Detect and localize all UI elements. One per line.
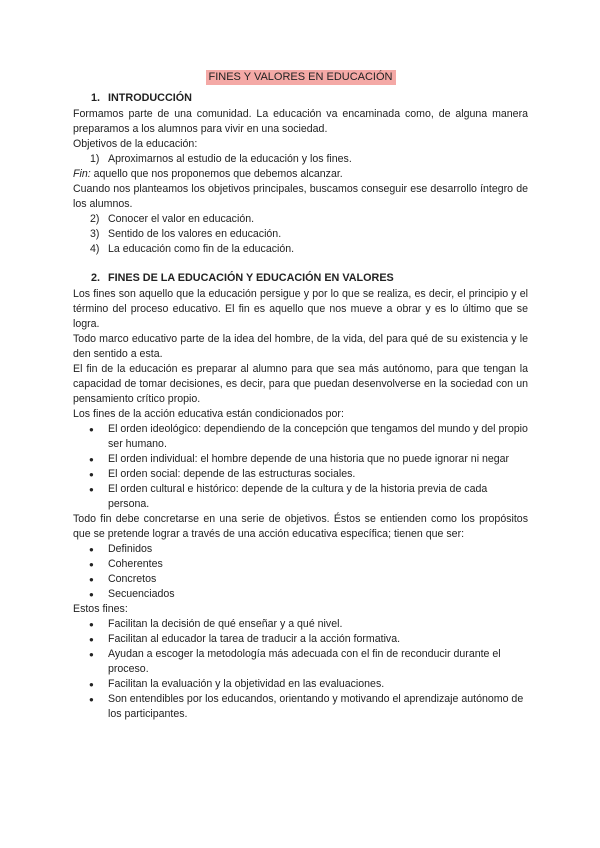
section1-heading [91, 91, 528, 106]
list-item-text: Aproximarnos al estudio de la educación y los fines. [108, 153, 352, 165]
objectives-list-rest [73, 212, 528, 257]
section2-number: 2. [91, 272, 101, 284]
section2-paragraph-3: El fin de la educación es preparar al alumno para que sea más autónomo, para que tengan la capacidad de tomar decisiones, es decir, para que puedan desenvolverse en la sociedad con un pensamiento crítico propio. [73, 363, 528, 405]
section2-heading [91, 271, 528, 286]
list-item: ● Coherentes [73, 557, 528, 572]
fin-text: aquello que nos proponemos que debemos alcanzar. [93, 168, 343, 180]
list-item: ● El orden social: depende de las estructuras sociales. [73, 467, 528, 482]
list-item: ● El orden ideológico: dependiendo de la concepción que tengamos del mundo y del propio ser humano. [73, 422, 528, 452]
section2-paragraph-4: Los fines de la acción educativa están condicionados por: [73, 408, 344, 420]
list-item: ● Secuenciados [73, 587, 528, 602]
section2-heading-text: FINES DE LA EDUCACIÓN Y EDUCACIÓN EN VALORES [108, 272, 394, 284]
objectives-label: Objetivos de la educación: [73, 138, 198, 150]
list-item: ● Definidos [73, 542, 528, 557]
list-item-text: Conocer el valor en educación. [108, 213, 255, 225]
section1-heading-text: INTRODUCCIÓN [108, 92, 192, 104]
document-title: FINES Y VALORES EN EDUCACIÓN [206, 70, 396, 85]
list-item [73, 152, 528, 167]
list-item [73, 212, 528, 227]
list-item: ● Ayudan a escoger la metodología más adecuada con el fin de reconducir durante el proceso. [73, 647, 528, 677]
section2-paragraph-1: Los fines son aquello que la educación persigue y por lo que se realiza, es decir, el principio y el término del proceso educativo. El fin es aquello que nos mueve a obrar y es lo último que se logra. [73, 288, 528, 330]
purposes-list [73, 617, 528, 722]
list-item: ● El orden individual: el hombre depende de una historia que no puede ignorar ni negar [73, 452, 528, 467]
list-item: ● Facilitan la decisión de qué enseñar y a qué nivel. [73, 617, 528, 632]
list-item-text: La educación como fin de la educación. [108, 243, 295, 255]
list-item [73, 242, 528, 257]
list-item [73, 227, 528, 242]
title-wrap [73, 70, 528, 85]
objectives-list-first [73, 152, 528, 167]
document-content [73, 70, 528, 722]
list-item: ● Concretos [73, 572, 528, 587]
section-gap [73, 257, 528, 265]
list-item: ● Son entendibles por los educandos, orientando y motivando el aprendizaje autónomo de los participantes. [73, 692, 528, 722]
section2-paragraph-6: Estos fines: [73, 603, 128, 615]
list-item: ● Facilitan al educador la tarea de traducir a la acción formativa. [73, 632, 528, 647]
qualities-list [73, 542, 528, 602]
list-item-number: 4) [90, 243, 100, 255]
section2-paragraph-5: Todo fin debe concretarse en una serie de objetivos. Éstos se entienden como los propósitos que se pretende lograr a través de una acción educativa específica; tienen que ser: [73, 513, 528, 540]
list-item-text: Sentido de los valores en educación. [108, 228, 282, 240]
list-item-number: 2) [90, 213, 100, 225]
list-item: ● El orden cultural e histórico: depende de la cultura y de la historia previa de cada persona. [73, 482, 528, 512]
section1-intro: Formamos parte de una comunidad. La educación va encaminada como, de alguna manera preparamos a los alumnos para vivir en una sociedad. [73, 108, 528, 135]
section2-paragraph-2: Todo marco educativo parte de la idea del hombre, de la vida, del para qué de su existencia y le den sentido a esta. [73, 333, 528, 360]
section1-number: 1. [91, 92, 101, 104]
conditions-list [73, 422, 528, 512]
fin-label: Fin: [73, 168, 91, 180]
plan-text: Cuando nos planteamos los objetivos principales, buscamos conseguir ese desarrollo íntegro de los alumnos. [73, 183, 528, 210]
fin-definition [73, 167, 528, 182]
list-item-number: 3) [90, 228, 100, 240]
list-item-number: 1) [90, 153, 100, 165]
list-item: ● Facilitan la evaluación y la objetividad en las evaluaciones. [73, 677, 528, 692]
